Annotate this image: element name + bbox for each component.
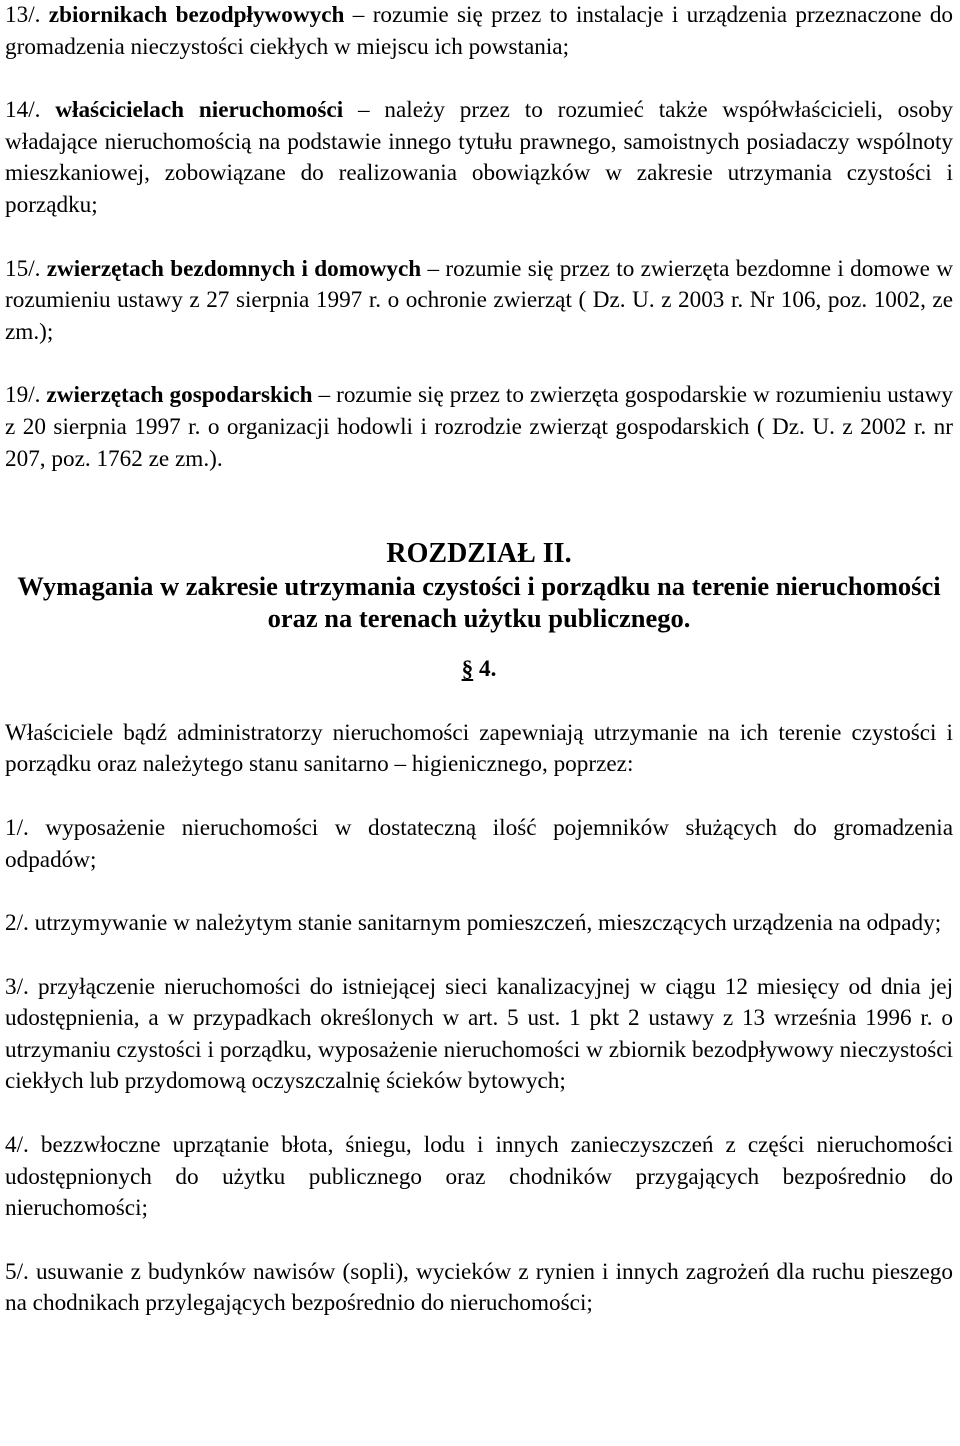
- list-item: [5, 972, 953, 1098]
- section-heading: [5, 654, 953, 686]
- item-number: 4/.: [5, 1132, 29, 1159]
- definition-term: zwierzętach gospodarskich: [46, 382, 313, 409]
- definition-term: właścicielach nieruchomości: [55, 97, 344, 124]
- intro-paragraph: Właściciele bądź administratorzy nieruchomości zapewniają utrzymanie na ich terenie czystości i porządku oraz należytego stanu sanitarno – higienicznego, poprzez:: [5, 719, 953, 778]
- item-number: 5/.: [5, 1258, 29, 1285]
- definition-text: rozumie się przez to zwierzęta gospodarskie w rozumieniu ustawy z 20 sierpnia 1997 r. o organizacji hodowli i rozrodzie zwierząt gospodarskich ( Dz. U. z 2002 r. nr 207, poz. 1762 ze zm.).: [5, 382, 953, 472]
- chapter-label: ROZDZIAŁ II.: [386, 538, 572, 570]
- list-item: [5, 1257, 953, 1320]
- definition-number: 15/.: [5, 255, 41, 282]
- section-number: 4.: [479, 656, 497, 683]
- definition-term: zbiornikach bezodpływowych: [48, 2, 345, 28]
- definition-13: 13/. zbiornikach bezodpływowych – rozumie się przez to instalacje i urządzenia przeznaczone do gromadzenia nieczystości ciekłych w miejscu ich powstania;: [5, 2, 954, 60]
- list-item: [5, 1130, 953, 1225]
- definition-number: 13/.: [5, 2, 41, 28]
- definition-15: 15/. zwierzętach bezdomnych i domowych – rozumie się przez to zwierzęta bezdomne i domowe w rozumieniu ustawy z 27 sierpnia 1997 r. o ochronie zwierząt ( Dz. U. z 2003 r. Nr 106, poz. 1002, ze zm.);: [5, 255, 954, 345]
- list-item: [5, 813, 953, 876]
- item-number: 1/.: [5, 814, 29, 841]
- item-text: przyłączenie nieruchomości do istniejącej sieci kanalizacyjnej w ciągu 12 miesięcy od dnia jej udostępnienia, a w przypadkach określonych w art. 5 ust. 1 pkt 2 ustawy z 13 września 1996 r. o utrzymaniu czystości i porządku, wyposażenie nieruchomości w zbiornik bezodpływowy nieczystości ciekłych lub przydomową oczyszczalnię ścieków bytowych;: [5, 973, 954, 1095]
- chapter-title: Wymagania w zakresie utrzymania czystości i porządku na terenie nieruchomości oraz na terenach użytku publicznego.: [17, 571, 941, 634]
- item-text: utrzymywanie w należytym stanie sanitarnym pomieszczeń, mieszczących urządzenia na odpady;: [34, 910, 942, 937]
- item-text: bezzwłoczne uprzątanie błota, śniegu, lodu i innych zanieczyszczeń z części nieruchomości udostępnionych do użytku publicznego oraz chodników przygających bezpośrednio do nieruchomości;: [5, 1132, 953, 1222]
- definition-text: rozumie się przez to instalacje i urządzenia przeznaczone do gromadzenia nieczystości ciekłych w miejscu ich powstania;: [5, 2, 954, 60]
- item-number: 2/.: [5, 910, 29, 937]
- definition-term: zwierzętach bezdomnych i domowych: [46, 255, 422, 282]
- definition-text: rozumie się przez to zwierzęta bezdomne i domowe w rozumieniu ustawy z 27 sierpnia 1997 r. o ochronie zwierząt ( Dz. U. z 2003 r. Nr 106, poz. 1002, ze zm.);: [5, 255, 954, 345]
- definition-14: 14/. właścicielach nieruchomości – należy przez to rozumieć także współwłaścicieli, osoby władające nieruchomością na podstawie innego tytułu prawnego, samoistnych posiadaczy wspólnoty mieszkaniowej, zobowiązane do realizowania obowiązków w zakresie utrzymania czystości i porządku;: [5, 97, 954, 218]
- definition-text: należy przez to rozumieć także współwłaścicieli, osoby władające nieruchomością na podstawie innego tytułu prawnego, samoistnych posiadaczy wspólnoty mieszkaniowej, zobowiązane do realizowania obowiązków w zakresie utrzymania czystości i porządku;: [5, 97, 954, 218]
- item-number: 3/.: [5, 973, 29, 1000]
- item-text: usuwanie z budynków nawisów (sopli), wycieków z rynien i innych zagrożeń dla ruchu pieszego na chodnikach przylegających bezpośrednio do nieruchomości;: [5, 1258, 953, 1317]
- definition-number: 14/.: [5, 97, 41, 124]
- definition-number: 19/.: [5, 382, 41, 409]
- document-page: [5, 0, 953, 1320]
- list-item: [5, 908, 953, 940]
- definition-19: 19/. zwierzętach gospodarskich – rozumie się przez to zwierzęta gospodarskie w rozumieniu ustawy z 20 sierpnia 1997 r. o organizacji hodowli i rozrodzie zwierząt gospodarskich ( Dz. U. z 2002 r. nr 207, poz. 1762 ze zm.).: [5, 382, 953, 472]
- section-symbol-icon: §: [461, 656, 474, 683]
- item-text: wyposażenie nieruchomości w dostateczną ilość pojemników służących do gromadzenia odpadów;: [5, 814, 953, 873]
